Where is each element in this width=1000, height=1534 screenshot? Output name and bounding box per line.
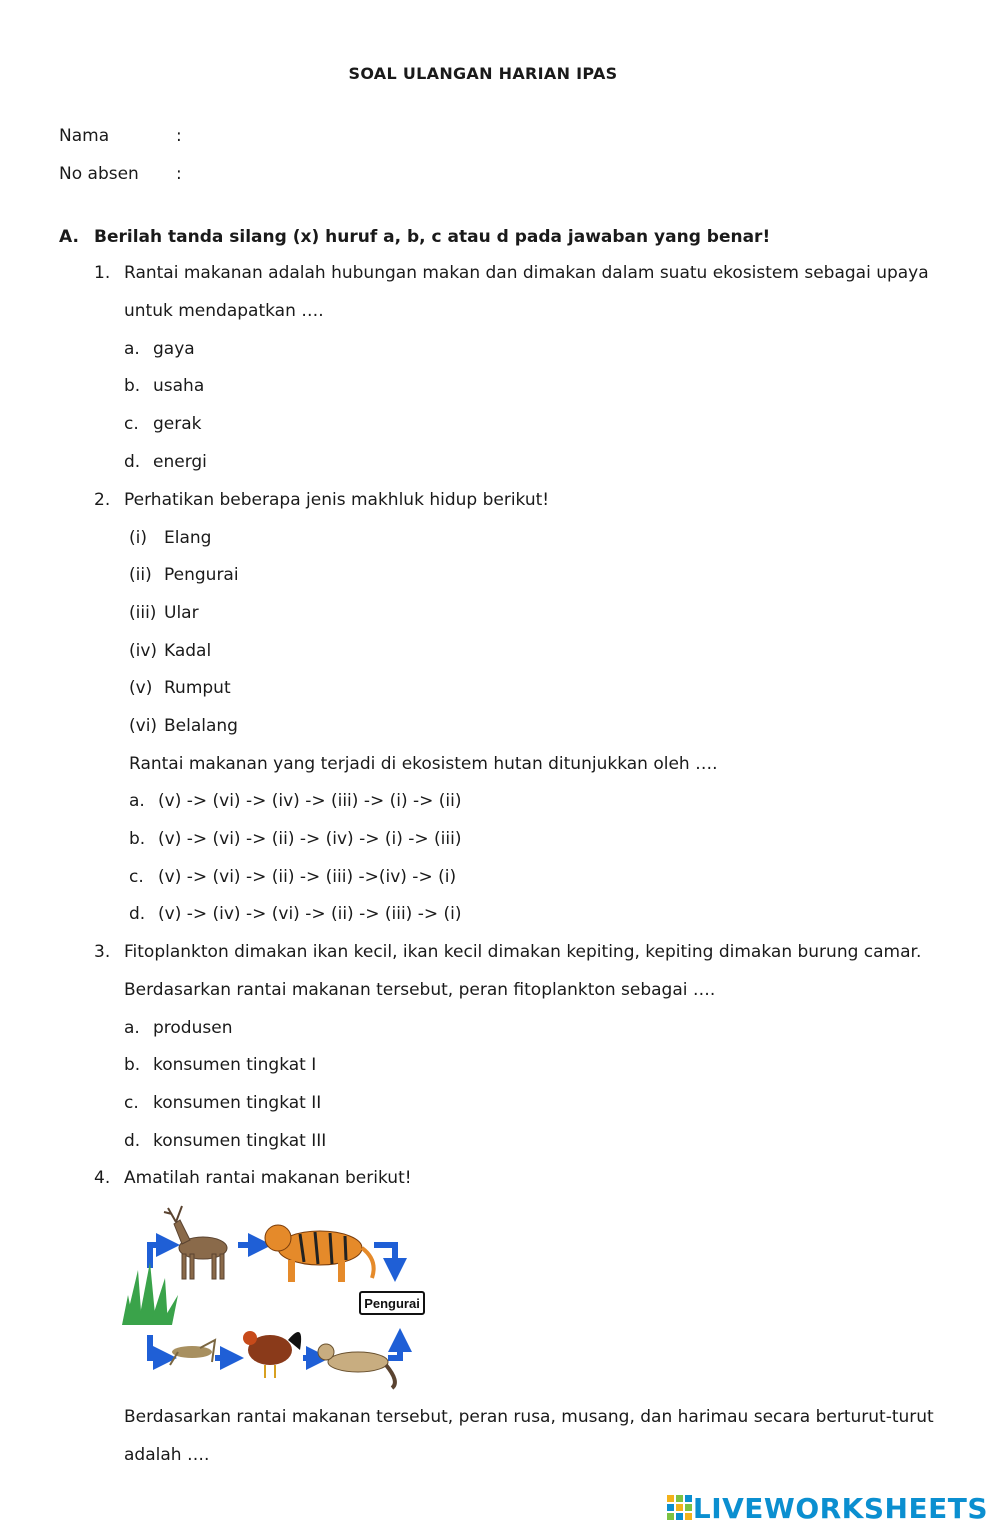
q1-text-line2: untuk mendapatkan …. [124,301,324,321]
grass-icon [122,1262,178,1325]
absen-label: No absen [59,164,139,184]
q1-text-line1: Rantai makanan adalah hubungan makan dan dimakan dalam suatu ekosistem sebagai upaya [124,263,929,283]
q2-item-roman: (i) [129,528,147,548]
q3-option-d[interactable]: konsumen tingkat III [153,1131,327,1151]
q4-number: 4. [94,1168,111,1188]
q1-option-letter: c. [124,414,139,434]
q1-option-c[interactable]: gerak [153,414,202,434]
q2-option-c[interactable]: (v) -> (vi) -> (ii) -> (iii) ->(iv) -> (i) [158,867,457,887]
q2-text: Perhatikan beberapa jenis makhluk hidup berikut! [124,490,550,510]
q3-option-b[interactable]: konsumen tingkat I [153,1055,317,1075]
q3-option-letter: c. [124,1093,139,1113]
q2-option-b[interactable]: (v) -> (vi) -> (ii) -> (iv) -> (i) -> (iii) [158,829,462,849]
section-a-letter: A. [59,227,79,247]
q2-item-roman: (ii) [129,565,152,585]
q2-option-letter: c. [129,867,144,887]
q4-text: Amatilah rantai makanan berikut! [124,1168,412,1188]
q1-number: 1. [94,263,111,283]
q2-option-a[interactable]: (v) -> (vi) -> (iv) -> (iii) -> (i) -> (ii) [158,791,462,811]
q1-option-d[interactable]: energi [153,452,207,472]
q3-text-line1: Fitoplankton dimakan ikan kecil, ikan kecil dimakan kepiting, kepiting dimakan burung camar. [124,942,922,962]
pengurai-label: Pengurai [364,1296,420,1311]
grasshopper-icon [170,1340,215,1365]
q3-number: 3. [94,942,111,962]
liveworksheets-grid-icon [667,1495,693,1521]
q1-option-b[interactable]: usaha [153,376,205,396]
q2-item-name: Belalang [164,716,238,736]
q2-option-letter: b. [129,829,146,849]
page-title: SOAL ULANGAN HARIAN IPAS [348,64,618,83]
q4-text-line1: Berdasarkan rantai makanan tersebut, peran rusa, musang, dan harimau secara berturut-turut [124,1407,934,1427]
weasel-icon [318,1344,395,1388]
q3-option-c[interactable]: konsumen tingkat II [153,1093,322,1113]
name-colon: : [176,126,182,146]
liveworksheets-logo [667,1490,988,1526]
q2-option-d[interactable]: (v) -> (iv) -> (vi) -> (ii) -> (iii) -> (i) [158,904,462,924]
q1-option-letter: b. [124,376,141,396]
q3-option-letter: a. [124,1018,140,1038]
q2-option-letter: a. [129,791,145,811]
q2-item-roman: (iv) [129,641,158,661]
q2-item-name: Ular [164,603,199,623]
q3-option-a[interactable]: produsen [153,1018,233,1038]
liveworksheets-wordmark: LIVEWORKSHEETS [692,1491,988,1525]
q1-option-letter: a. [124,339,140,359]
q2-item-name: Pengurai [164,565,239,585]
absen-colon: : [176,164,182,184]
q3-option-letter: b. [124,1055,141,1075]
q1-option-letter: d. [124,452,141,472]
q2-item-name: Elang [164,528,212,548]
q2-item-name: Kadal [164,641,212,661]
q2-item-roman: (vi) [129,716,158,736]
name-label: Nama [59,126,110,146]
q2-item-roman: (iii) [129,603,157,623]
q3-text-line2: Berdasarkan rantai makanan tersebut, peran fitoplankton sebagai …. [124,980,716,1000]
q2-option-letter: d. [129,904,146,924]
tiger-icon [265,1225,374,1282]
q4-text-line2: adalah …. [124,1445,210,1465]
q2-item-name: Rumput [164,678,231,698]
section-a-instruction: Berilah tanda silang (x) huruf a, b, c atau d pada jawaban yang benar! [94,227,771,247]
q2-item-roman: (v) [129,678,153,698]
q1-option-a[interactable]: gaya [153,339,195,359]
rooster-icon [243,1331,301,1378]
deer-icon [164,1206,227,1279]
q2-question: Rantai makanan yang terjadi di ekosistem hutan ditunjukkan oleh …. [129,754,718,774]
food-chain-diagram [120,1200,440,1395]
q2-number: 2. [94,490,111,510]
q3-option-letter: d. [124,1131,141,1151]
